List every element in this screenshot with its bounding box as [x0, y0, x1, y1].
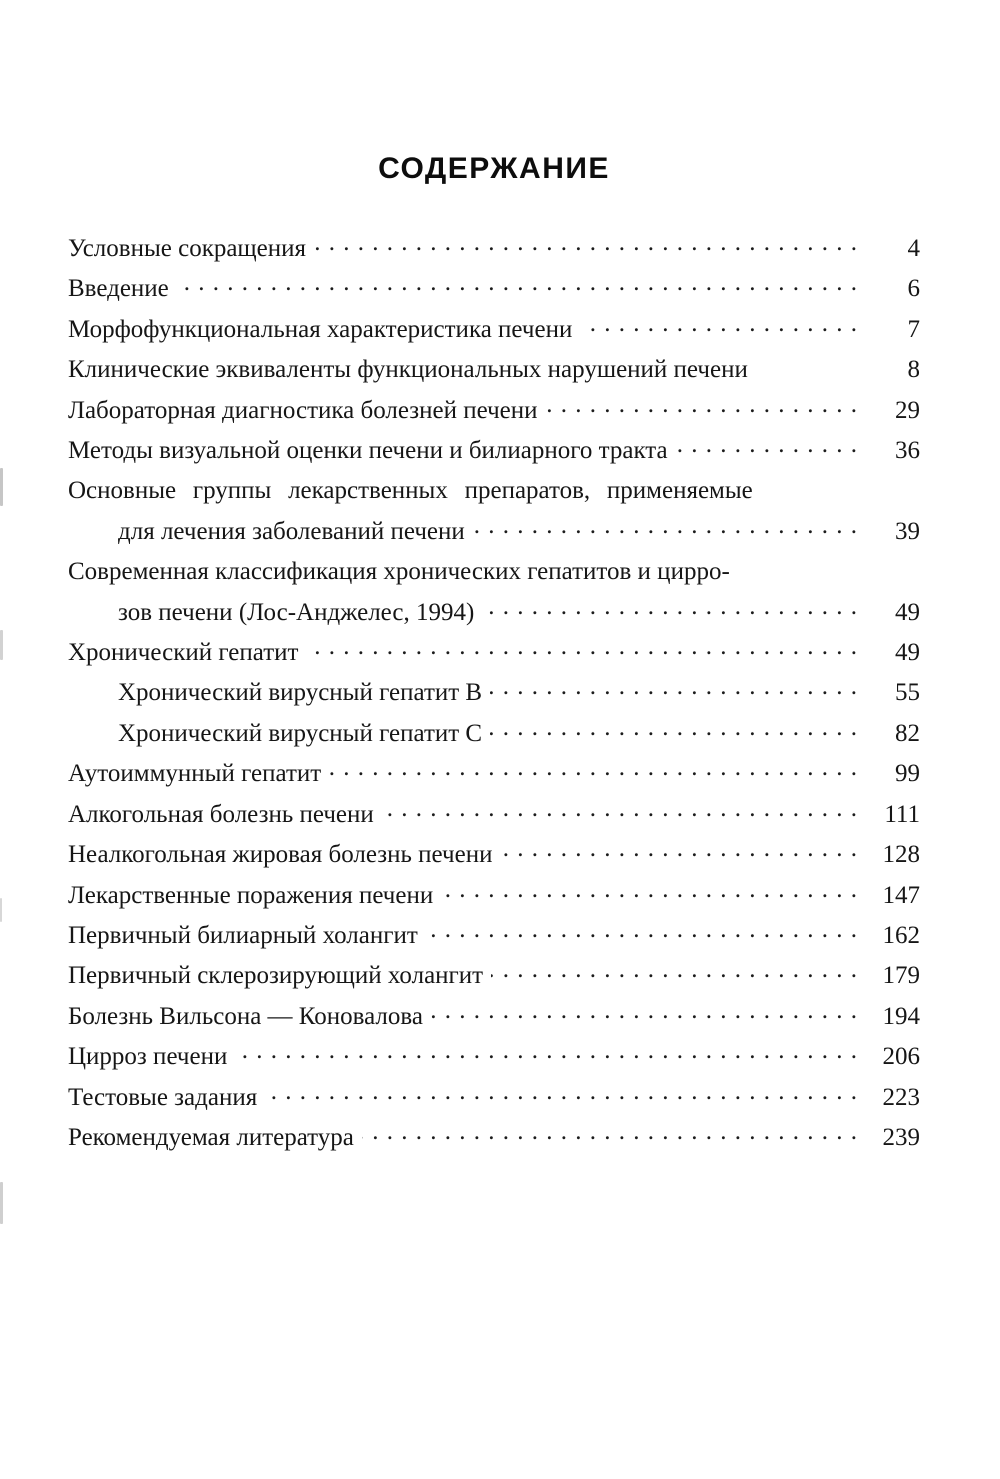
- toc-list: [68, 229, 920, 1158]
- toc-entry-label: Лекарственные поражения печени: [68, 881, 434, 909]
- toc-entry-row: [68, 552, 920, 592]
- toc-entry-label: Современная классификация хронических гепатитов и цирро-: [68, 558, 730, 586]
- toc-entry-page: 49: [895, 598, 920, 626]
- toc-entry-label: Лабораторная диагностика болезней печени: [68, 396, 538, 424]
- toc-entry-label: Хронический гепатит: [68, 639, 299, 667]
- toc-entry-row: [68, 471, 920, 511]
- toc-entry-page: 194: [882, 1002, 920, 1030]
- toc-entry-row: [68, 391, 920, 431]
- toc-entry-label: Хронический вирусный гепатит С: [118, 719, 483, 747]
- dot-leader: [314, 229, 858, 269]
- dot-leader: [441, 876, 858, 916]
- toc-entry-row: [68, 350, 920, 390]
- toc-entry-page: 49: [895, 639, 920, 667]
- toc-entry-label: Методы визуальной оценки печени и билиарного тракта: [68, 437, 668, 465]
- dot-leader: [482, 593, 858, 633]
- dot-leader: [382, 795, 858, 835]
- toc-entry-row: [68, 835, 920, 875]
- toc-entry-page: 4: [907, 235, 920, 262]
- toc-entry-row: [68, 229, 920, 269]
- toc-entry-page: 99: [895, 760, 920, 788]
- toc-entry-page: 111: [884, 800, 920, 828]
- dot-leader: [491, 956, 858, 996]
- dot-leader: [546, 391, 858, 431]
- toc-entry-page: 223: [882, 1083, 920, 1111]
- toc-entry-label: Хронический вирусный гепатит В: [118, 679, 483, 707]
- toc-entry-page: 82: [895, 719, 920, 747]
- toc-entry-page: 7: [907, 315, 920, 343]
- toc-entry-label: Первичный склерозирующий холангит: [68, 962, 484, 990]
- toc-entry-row: [68, 795, 920, 835]
- scan-artifact: [0, 630, 3, 660]
- toc-entry-page: 36: [895, 437, 920, 465]
- dot-leader: [580, 310, 858, 350]
- toc-entry-row: [68, 956, 920, 996]
- toc-entry-page: 147: [882, 881, 920, 909]
- toc-entry-label: Морфофункциональная характеристика печени: [68, 315, 573, 343]
- toc-entry-label: Цирроз печени: [68, 1043, 228, 1071]
- toc-entry-row: [68, 714, 920, 754]
- dot-leader: [426, 916, 858, 956]
- dot-leader: [431, 997, 858, 1037]
- toc-entry-row: [68, 1078, 920, 1118]
- scan-artifact: [0, 1182, 3, 1224]
- toc-entry-label: Условные сокращения: [68, 235, 307, 262]
- toc-entry-page: 239: [882, 1123, 920, 1151]
- dot-leader: [473, 512, 858, 552]
- toc-entry-row: [68, 754, 920, 794]
- dot-leader: [500, 835, 858, 875]
- dot-leader: [306, 633, 858, 673]
- toc-entry-page: 55: [895, 679, 920, 707]
- dot-leader: [490, 714, 858, 754]
- toc-entry-page: 8: [907, 356, 920, 384]
- toc-entry-label: Основные группы лекарственных препаратов, применяемые: [68, 477, 753, 505]
- dot-leader: [235, 1037, 858, 1077]
- toc-entry-label: Алкогольная болезнь печени: [68, 800, 374, 828]
- toc-entry-row: [68, 310, 920, 350]
- dot-leader: [490, 673, 858, 713]
- toc-entry-row: [68, 633, 920, 673]
- toc-entry-page: 179: [882, 962, 920, 990]
- toc-entry-label: Первичный билиарный холангит: [68, 921, 418, 949]
- dot-leader: [329, 754, 858, 794]
- toc-entry-label: Неалкогольная жировая болезнь печени: [68, 841, 493, 869]
- toc-entry-page: 128: [882, 841, 920, 869]
- toc-entry-label: Аутоиммунный гепатит: [68, 760, 322, 788]
- toc-entry-label: Рекомендуемая литература: [68, 1123, 354, 1151]
- toc-entry-row: [68, 512, 920, 552]
- toc-entry-label: Клинические эквиваленты функциональных нарушений печени: [68, 356, 748, 384]
- toc-entry-row: [68, 431, 920, 471]
- toc-entry-page: 39: [895, 517, 920, 545]
- dot-leader: [265, 1078, 858, 1118]
- toc-entry-row: [68, 997, 920, 1037]
- toc-entry-label: Болезнь Вильсона — Коновалова: [68, 1002, 423, 1030]
- toc-entry-label: зов печени (Лос-Анджелес, 1994): [118, 598, 475, 626]
- toc-entry-page: 162: [882, 921, 920, 949]
- scan-artifact: [0, 898, 2, 922]
- scan-artifact: [0, 468, 3, 506]
- toc-entry-page: 206: [882, 1043, 920, 1071]
- toc-entry-row: [68, 593, 920, 633]
- toc-entry-row: [68, 1037, 920, 1077]
- page-title: СОДЕРЖАНИЕ: [378, 152, 610, 185]
- toc-entry-row: [68, 269, 920, 309]
- dot-leader: [676, 431, 858, 471]
- toc-entry-page: 29: [895, 396, 920, 424]
- dot-leader: [362, 1118, 858, 1158]
- toc-entry-label: Введение: [68, 275, 169, 303]
- toc-entry-row: [68, 876, 920, 916]
- toc-entry-page: 6: [907, 275, 920, 303]
- toc-entry-label: Тестовые задания: [68, 1083, 258, 1111]
- toc-entry-row: [68, 916, 920, 956]
- toc-entry-label: для лечения заболеваний печени: [118, 517, 465, 545]
- toc-content: [68, 0, 920, 1158]
- toc-entry-row: [68, 1118, 920, 1158]
- toc-entry-row: [68, 673, 920, 713]
- dot-leader: [756, 350, 858, 390]
- dot-leader: [177, 269, 858, 309]
